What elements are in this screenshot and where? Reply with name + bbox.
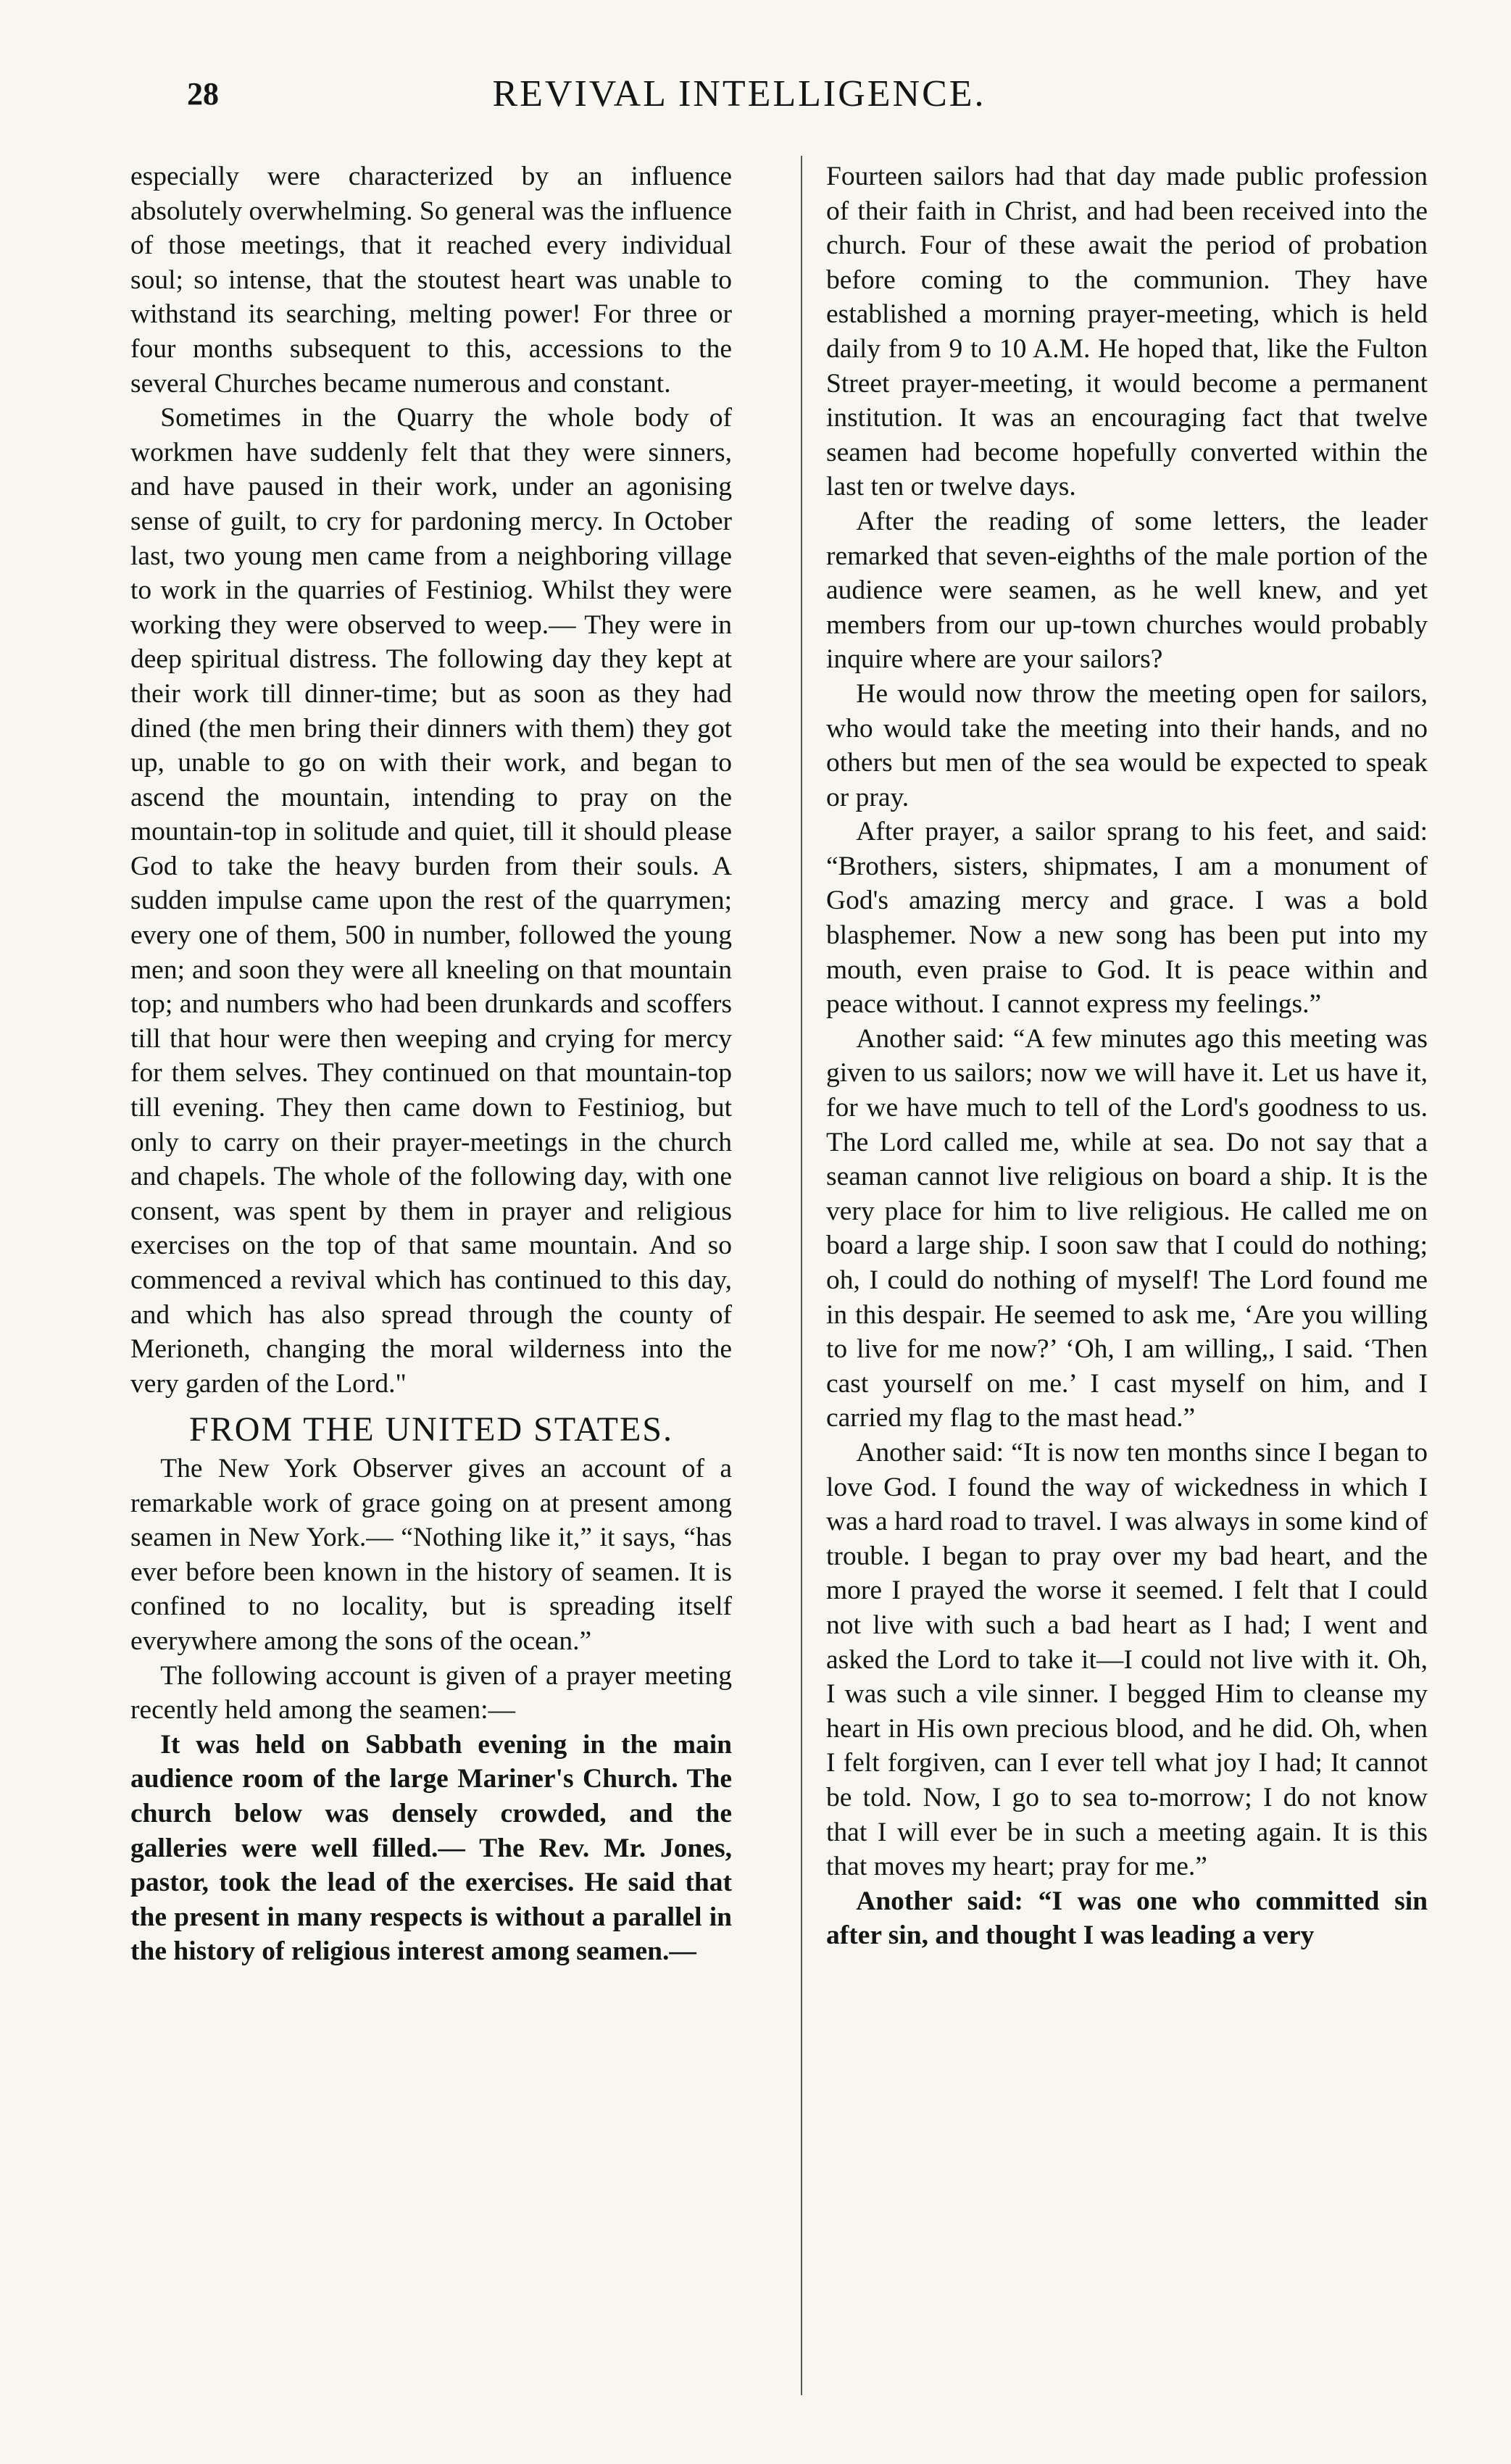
paragraph: After prayer, a sailor sprang to his feet, and said: “Brothers, sisters, shipmates, I am a monument of God's amazing mercy and grace. I was a bold blasphemer. Now a new song has been put into my mouth, even praise to God. It is peace within and peace without. I cannot express my feelings.” [826, 817, 1428, 1020]
paragraph: Another said: “It is now ten months since I began to love God. I found the way of wickedness in which I was a hard road to travel. I was always in some kind of trouble. I began to pray over my bad heart, and the more I prayed the worse it seemed. I felt that I could not live with such a bad heart as I had; I went and asked the Lord to take it—I could not live with it. Oh, I was such a vile sinner. I begged Him to cleanse my heart in His own precious blood, and he did. Oh, when I felt forgiven, can I ever tell what joy I had; It cannot be told. Now, I go to sea to-morrow; I do not know that I will ever be in such a meeting again. It is this that moves my heart; pray for me.” [826, 1437, 1428, 1882]
column-divider [801, 156, 802, 2395]
paragraph: The New York Observer gives an account of a remarkable work of grace going on at present among seamen in New York.— “Nothing like it,” it says, “has ever before been known in the history of seamen. It is confined to no locality, but is spreading itself everywhere among the sons of the ocean.” [130, 1453, 732, 1656]
left-column [130, 159, 732, 2421]
paragraph: Fourteen sailors had that day made public profession of their faith in Christ, and had been received into the church. Four of these await the period of probation before coming to the communion. They have established a morning prayer-meeting, which is held daily from 9 to 10 A.M. He hoped that, like the Fulton Street prayer-meeting, it would become a permanent institution. It was an encouraging fact that twelve seamen had become hopefully converted within the last ten or twelve days. [826, 162, 1428, 502]
paragraph: He would now throw the meeting open for sailors, who would take the meeting into their hands, and no others but men of the sea would be expected to speak or pray. [826, 678, 1428, 812]
paragraph: especially were characterized by an influence absolutely overwhelming. So general was the influence of those meetings, that it reached every individual soul; so intense, that the stoutest heart was unable to withstand its searching, melting power! For three or four months subsequent to this, accessions to the several Churches became numerous and constant. [130, 162, 732, 399]
paragraph: Another said: “I was one who committed sin after sin, and thought I was leading a very [826, 1886, 1428, 1951]
paragraph: Another said: “A few minutes ago this meeting was given to us sailors; now we will have it. Let us have it, for we have much to tell of the Lord's goodness to us. The Lord called me, while at sea. Do not say that a seaman cannot live religious on board a ship. It is the very place for him to live religious. He called me on board a large ship. I soon saw that I could do nothing; oh, I could do nothing of myself! The Lord found me in this despair. He seemed to ask me, ‘Are you willing to live for me now?’ ‘Oh, I am willing,, I said. ‘Then cast yourself on me.’ I cast myself on him, and I carried my flag to the mast head.” [826, 1023, 1428, 1433]
running-title: REVIVAL INTELLIGENCE. [492, 73, 986, 115]
paragraph: The following account is given of a prayer meeting recently held among the seamen:— [130, 1660, 732, 1726]
paragraph: Sometimes in the Quarry the whole body of workmen have suddenly felt that they were sinners, and have paused in their work, under an agonising sense of guilt, to cry for pardoning mercy. In October last, two young men came from a neighboring village to work in the quarries of Festiniog. Whilst they were working they were observed to weep.— They were in deep spiritual distress. The following day they kept at their work till dinner-time; but as soon as they had dined (the men bring their dinners with them) they got up, unable to go on with their work, and began to ascend the mountain, intending to pray on the mountain-top in solitude and quiet, till it should please God to take the heavy burden from their souls. A sudden impulse came upon the rest of the quarrymen; every one of them, 500 in number, followed the young men; and soon they were all kneeling on that mountain top; and numbers who had been drunkards and scoffers till that hour were then weeping and crying for mercy for them selves. They continued on that mountain-top till evening. They then came down to Festiniog, but only to carry on their prayer-meetings in the church and chapels. The whole of the following day, with one consent, was spent by them in prayer and religious exercises on the top of that same mountain. And so commenced a revival which has continued to this day, and which has also spread through the county of Merioneth, changing the moral wilderness into the very garden of the Lord." [130, 403, 732, 1399]
page-number: 28 [187, 76, 219, 112]
paragraph: After the reading of some letters, the leader remarked that seven-eighths of the male portion of the audience were seamen, as he well knew, and yet members from our up-town churches would probably inquire where are your sailors? [826, 506, 1428, 675]
page-header [181, 70, 1297, 128]
right-column [826, 159, 1428, 2421]
paragraph: It was held on Sabbath evening in the main audience room of the large Mariner's Church. The church below was densely crowded, and the galleries were well filled.— The Rev. Mr. Jones, pastor, took the lead of the exercises. He said that the present in many respects is without a parallel in the history of religious interest among seamen.— [130, 1729, 732, 1967]
section-heading: FROM THE UNITED STATES. [189, 1410, 673, 1449]
